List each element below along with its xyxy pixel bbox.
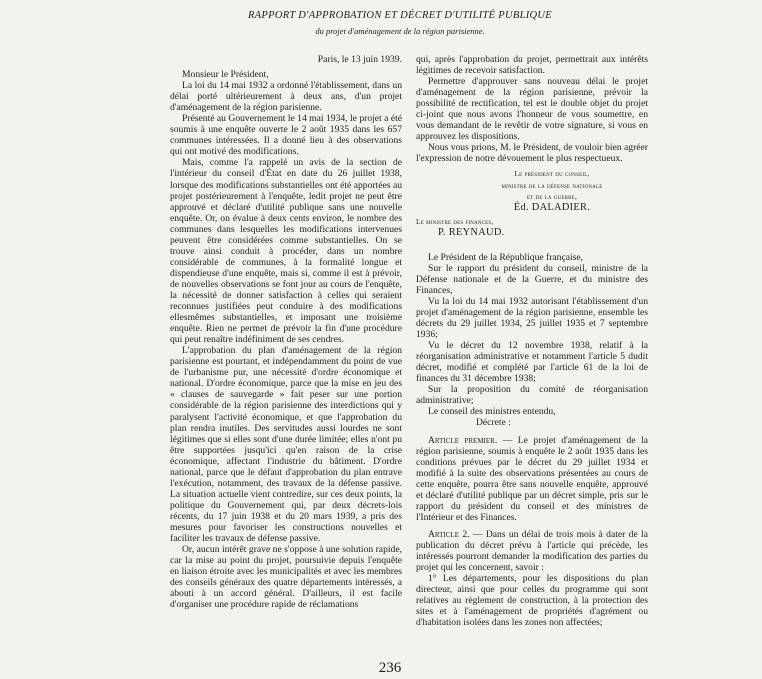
signature-name: P. REYNAUD. (438, 226, 505, 238)
article-label: Article premier. (428, 434, 498, 446)
decree-paragraph: Le Président de la République française, (428, 251, 584, 263)
decree-paragraph: Sur le rapport du président du conseil, ministre de la Défense nationale et de la Guerre, et du ministre des Finances, (416, 262, 648, 296)
paragraph: L'approbation du plan d'aménagement de la région parisienne est pourtant, et indépendamment du point de vue de l'urbanisme pur, une nécessité d'ordre économique et national. D'ordre économique, parce que la mise en jeu des « clauses de sauvegarde » fait peser sur une portion considérable de la région parisienne des interdictions qui y paralysent l'activité économique, et que l'approbation du plan rendra inutiles. Des servitudes aussi lourdes ne sont légitimes que si elles sont d'une durée limitée; elles n'ont pu être supportées jusqu'ici qu'en raison de la crise économique, affectant l'industrie du bâtiment. D'ordre national, parce que le défaut d'approbation du plan entrave l'exécution, notamment, des travaux de la défense passive. La situation actuelle vient contredire, sur ces deux points, la politique du Gouvernement qui, par deux décrets-lois récents, du 17 juin 1938 et du 20 mars 1939, a pris des mesures pour favoriser les constructions nouvelles et faciliter les travaux de défense passive. (170, 345, 402, 545)
left-column (170, 54, 402, 610)
decree-paragraph: Vu le décret du 12 novembre 1938, relatif à la réorganisation administrative et notamment l'article 5 dudit décret, modifié et complété par l'article 61 de la loi de finances du 31 décembre 1938; (416, 340, 648, 385)
article-label: Article 2. (428, 528, 470, 540)
decree-paragraph: Le conseil des ministres entendu, (428, 406, 556, 418)
article-text: — Dans un délai de trois mois à dater de la publication du décret prévu à l'article qui précède, les intéressés pourront demander la modification des parties du projet qui les concernent, savoir : (416, 528, 648, 574)
paragraph-continuation: qui, après l'approbation du projet, permettrait aux intérêts légitimes de recevoir satisfaction. (416, 54, 648, 77)
paragraph: Mais, comme l'a rappelé un avis de la section de l'intérieur du conseil d'État en date du 26 juillet 1938, lorsque des modifications substantielles ont été apportées au projet postérieurement à l'enquête, ledit projet ne peut être approuvé et déclaré d'utilité publique sans une nouvelle enquête. Or, on évalue à deux cents environ, le nombre des communes dans lesquelles les modifications intervenues peuvent être considérées comme substantielles. On se trouve ainsi conduit à procéder, dans un nombre considérable de communes, à la formalité longue et dispendieuse d'une enquête, mais si, comme il est à prévoir, de nouvelles observations se font jour au cours de l'enquête, la nécessité de donner satisfaction à celles qui seraient reconnues justifiées peut conduire à des modifications ellesmêmes substantielles, et imposant une troisième enquête. Rien ne permet de prévoir la fin d'une procédure qui peut renaître indéfiniment de ses cendres. (170, 157, 402, 346)
salutation: Monsieur le Président, (182, 69, 269, 81)
paragraph: Permettre d'approuver sans nouveau délai le projet d'aménagement de la région parisienne, prévoir la possibilité de rectification, tel est le double objet du projet ci-joint que nous avons l'honneur de vous soumettre, en vous demandant de le revêtir de votre signature, si vous en approuvez les dispositions. (416, 76, 648, 143)
article-text: — Le projet d'aménagement de la région parisienne, soumis à enquête le 2 août 1935 dans les conditions prévues par le décret du 29 juillet 1934 et modifié à la suite des observations présentées au cours de cette enquête, pourra être sans nouvelle enquête, approuvé et déclaré d'utilité publique par un décret simple, pris sur le rapport du président du conseil et des ministres de l'Intérieur et des Finances. (416, 434, 648, 523)
running-subtitle: du projet d'aménagement de la région parisienne. (315, 26, 485, 36)
signature-president (416, 168, 648, 212)
running-title: RAPPORT D'APPROBATION ET DÉCRET D'UTILITÉ PUBLIQUE (247, 10, 553, 21)
letter-date: Paris, le 13 juin 1939. (317, 54, 402, 65)
decree-paragraph: Vu la loi du 14 mai 1932 autorisant l'établissement d'un projet d'aménagement de la région parisienne, ensemble les décrets du 29 juillet 1934, 25 juillet 1935 et 7 septembre 1936; (416, 295, 648, 341)
signature-role: ministre de la défense nationale (501, 180, 603, 190)
paragraph: Or, aucun intérêt grave ne s'oppose à une solution rapide, car la mise au point du projet, poursuivie depuis l'enquête en liaison étroite avec les municipalités et avec les membres des conseils généraux des quatre départements intéressés, a abouti à un accord général. D'ailleurs, il est facile d'organiser une procédure rapide de réclamations (170, 544, 402, 611)
decrete-heading: Décrete : (476, 417, 511, 429)
article-item: 1° Les départements, pour les dispositions du plan directeur, ainsi que pour celles du programme qui sont relatives au règlement de construction, à la protection des sites et à l'aménagement de propriétés d'agrément ou d'habitation isolées dans les zones non affectées; (416, 573, 648, 629)
signature-role: Le président du conseil, (514, 169, 590, 179)
paragraph: Nous vous prions, M. le Président, de vouloir bien agréer l'expression de notre dévouement le plus respectueux. (416, 142, 648, 165)
signature-role: et de la guerre, (526, 191, 578, 201)
signature-finance-minister (416, 216, 648, 238)
article-1 (416, 435, 648, 523)
right-column (416, 54, 648, 628)
paragraph: Présenté au Gouvernement le 14 mai 1934, le projet a été soumis à une enquête ouverte le 2 août 1935 dans les 657 communes intéressées. Il a donné lieu à des observations qui ont motivé des modifications. (170, 113, 402, 158)
article-2 (416, 529, 648, 573)
paragraph: La loi du 14 mai 1932 a ordonné l'établissement, dans un délai porté ultérieurement à deux ans, d'un projet d'aménagement de la région parisienne. (170, 80, 402, 114)
signature-role: Le ministre des finances, (416, 216, 494, 226)
signature-name: Éd. DALADIER. (513, 201, 591, 213)
decree-paragraph: Sur la proposition du comité de réorganisation administrative; (416, 384, 648, 407)
page-number: 236 (378, 660, 402, 676)
